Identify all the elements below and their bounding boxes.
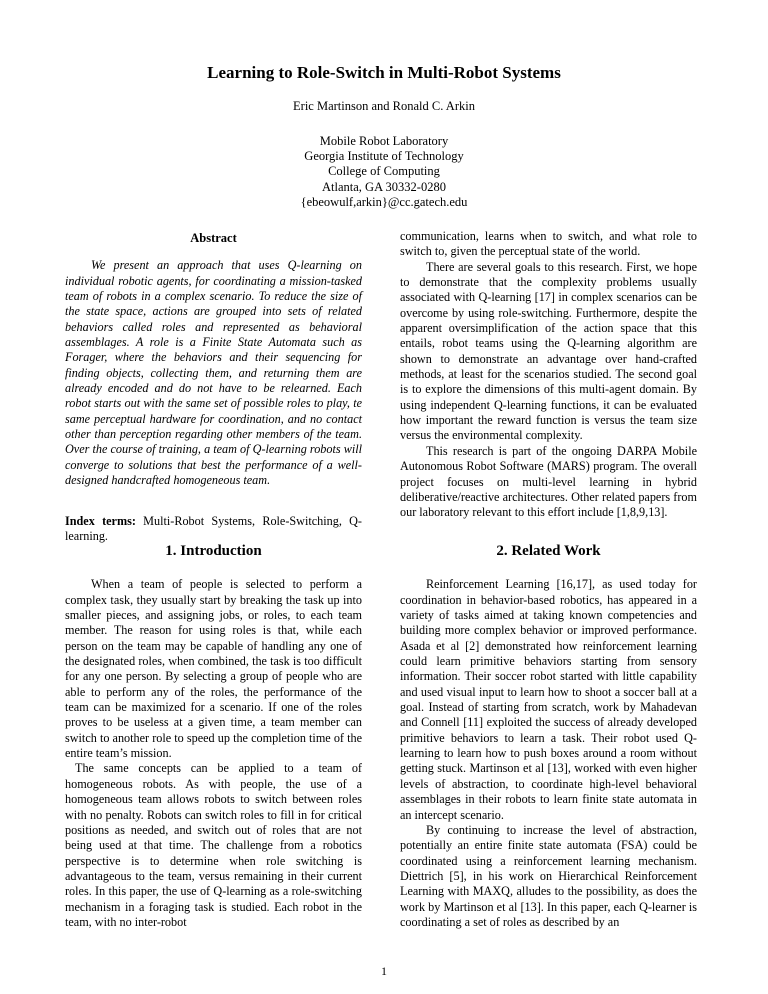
affiliation-block [0, 134, 768, 210]
affiliation-institute: Georgia Institute of Technology [304, 149, 464, 164]
author-line: Eric Martinson and Ronald C. Arkin [293, 99, 475, 113]
introduction-section [65, 544, 362, 930]
index-terms-label: Index terms: [65, 513, 136, 528]
program-paragraph: This research is part of the ongoing DARPA Mobile Autonomous Robot Software (MARS) program. The overall project focuses on multi-level learning in hybrid deliberative/reactive architectures. Other related papers from our laboratory relevant to this effort include [1,8,9,13]. [400, 443, 697, 520]
introduction-paragraph-1: When a team of people is selected to perform a complex task, they usually start by breaking the task up into smaller pieces, and assigning jobs, or roles, to each team member. The reason for using roles is that, while each person on the team may be capable of handling any one of the designated roles, when combined, the task is too difficult for any one person. By selecting a group of people who are able to perform any of the roles, the performance of the team can be maximized for a scenario. If one of the roles proves to be useless at a given time, a team member can switch to another role to speed up the completion time of the entire team’s mission. [65, 577, 362, 761]
related-work-section [400, 544, 697, 930]
related-work-paragraph-2: By continuing to increase the level of abstraction, potentially an entire finite state automata (FSA) could be coordinated using a reinforcement learning mechanism. Diettrich [5], in his work on Hierarchical Reinforcement Learning with MAXQ, alludes to the possibility, as does the work by Martinson et al [13]. In this paper, each Q-learner is coordinating a set of roles as described by an [400, 822, 697, 929]
goals-paragraph: There are several goals to this research. First, we hope to demonstrate that the complexity problems usually associated with Q-learning [17] in complex scenarios can be overcome by using role-switching. Furthermore, despite the apparent oversimplification of the action space that this entails, robot teams using the Q-learning algorithm are shown to demonstrate an advantage over hand-crafted methods, at least for the scenarios studied. The second goal is to explore the dimensions of this multi-agent domain. By using independent Q-learning functions, it can be evaluated how important the reward function is versus the team size versus the environmental complexity. [400, 259, 697, 443]
affiliation-college: College of Computing [328, 164, 440, 179]
abstract-section [65, 231, 362, 544]
related-work-heading: 2. Related Work [496, 543, 601, 559]
abstract-text: We present an approach that uses Q-learning on individual robotic agents, for coordinating a mission-tasked team of robots in a complex scenario. To reduce the size of the state space, actions are grouped into sets of related behaviors called roles and represented as behavioral assemblages. A role is a Finite State Automata such as Forager, where the behaviors and their sequencing for finding objects, collecting them, and returning them are already encoded and do not have to be relearned. Each robot starts out with the same set of possible roles to play, te same perceptual hardware for coordination, and no contact other than perception regarding other members of the team. Over the course of training, a team of Q-learning robots will converge to solutions that best the performance of a well-designed handcrafted homogeneous team. [65, 258, 362, 488]
abstract-heading: Abstract [190, 231, 237, 245]
intro-continued-paragraph: communication, learns when to switch, and what role to switch to, given the perceptual state of the world. [400, 229, 697, 259]
related-work-paragraph-1: Reinforcement Learning [16,17], as used today for coordination in behavior-based robotics, has appeared in a variety of tasks aimed at taking known competencies and building more complex behavior or improved performance. Asada et al [2] demonstrated how reinforcement learning could learn primitive behaviors starting from sensory information. Their soccer robot started with little capability and used visual input to learn how to shoot a soccer ball at a goal. Instead of starting from scratch, work by Mahadevan and Connell [11] exploited the success of already developed primitive behaviors to learn a task. Their robot used Q-learning to learn how to push boxes around a room without getting stuck. Martinson et al [13], worked with even higher levels of abstraction, to coordinate high-level behavioral assemblages in their robots to learn finite state automata in an intercept scenario. [400, 577, 697, 822]
paper-title: Learning to Role-Switch in Multi-Robot Systems [207, 63, 561, 82]
introduction-paragraph-2: The same concepts can be applied to a team of homogeneous robots. As with people, the use of a homogeneous team allows robots to switch between roles with no penalty. Robots can switch roles to fill in for critical positions as needed, and switch out of roles that are not being used at that time. The challenge from a robotics perspective is to determine when role switching is advantageous to the team, versus remaining in their current roles. In this paper, the use of Q-learning as a role-switching mechanism in a foraging task is studied. Each robot in the team, with no inter-robot [65, 761, 362, 929]
affiliation-email: {ebeowulf,arkin}@cc.gatech.edu [300, 194, 468, 209]
index-terms-text: Multi-Robot Systems, Role-Switching, Q-learning. [65, 513, 362, 543]
affiliation-address: Atlanta, GA 30332-0280 [322, 179, 446, 194]
introduction-heading: 1. Introduction [165, 543, 262, 559]
introduction-continued [400, 229, 697, 521]
page-number: 1 [381, 964, 387, 978]
affiliation-lab: Mobile Robot Laboratory [319, 134, 449, 148]
index-terms [65, 514, 362, 545]
